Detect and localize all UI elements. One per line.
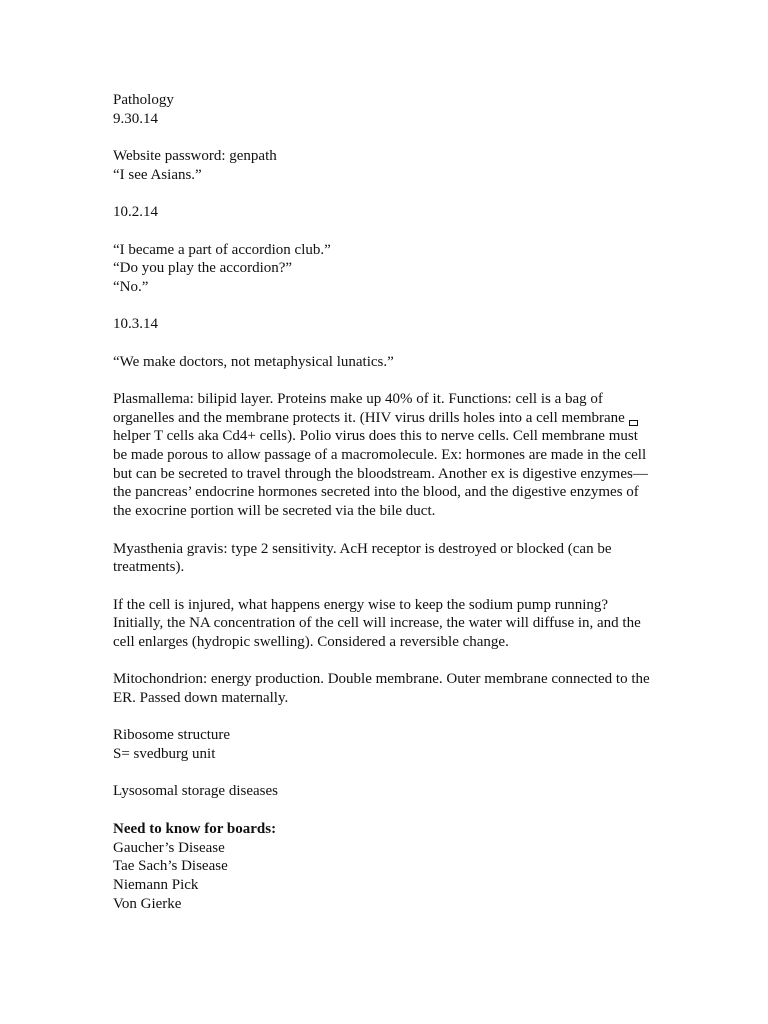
boards-item: Gaucher’s Disease: [113, 839, 225, 856]
password-line: Website password: genpath: [113, 148, 277, 165]
date-heading: 10.3.14: [113, 316, 158, 333]
paragraph-line: Mitochondrion: energy production. Double membrane. Outer membrane connected to the: [113, 671, 650, 688]
course-title: Pathology: [113, 92, 174, 108]
quote-line: “I see Asians.”: [113, 166, 202, 183]
myasthenia-paragraph: [113, 540, 658, 577]
document-page: [113, 91, 658, 913]
quote-line: “No.”: [113, 278, 149, 295]
paragraph-line: but can be secreted to travel through the bloodstream. Another ex is digestive enzymes—: [113, 465, 648, 482]
spacer: [113, 521, 658, 540]
spacer: [113, 801, 658, 820]
paragraph-line: ER. Passed down maternally.: [113, 690, 289, 706]
paragraph-line: the exocrine portion will be secreted via the bile duct.: [113, 503, 436, 520]
quote-line: “Do you play the accordion?”: [113, 260, 293, 277]
spacer: [113, 764, 658, 783]
spacer: [113, 128, 658, 147]
paragraph-line: the pancreas’ endocrine hormones secreted into the blood, and the digestive enzymes of: [113, 484, 639, 501]
ribosome-title: Ribosome structure: [113, 727, 231, 744]
paragraph-line: treatments).: [113, 559, 185, 576]
paragraph-line: helper T cells aka Cd4+ cells). Polio virus does this to nerve cells. Cell membrane must: [113, 428, 638, 445]
boards-heading: Need to know for boards:: [113, 820, 277, 837]
lysosomal-title: Lysosomal storage diseases: [113, 783, 278, 800]
quote-line: “I became a part of accordion club.”: [113, 241, 331, 258]
spacer: [113, 577, 658, 596]
spacer: [113, 708, 658, 727]
spacer: [113, 297, 658, 316]
paragraph-line: be made porous to allow passage of a macromolecule. Ex: hormones are made in the cell: [113, 447, 647, 464]
boards-item: Von Gierke: [113, 895, 182, 912]
date-heading: 9.30.14: [113, 110, 158, 127]
paragraph-line-text: organelles and the membrane protects it. (HIV virus drills holes into a cell membrane: [113, 409, 625, 426]
quote-line: “We make doctors, not metaphysical lunatics.”: [113, 353, 394, 370]
paragraph-line: [113, 409, 658, 428]
boards-item: Niemann Pick: [113, 876, 199, 893]
spacer: [113, 334, 658, 353]
boards-item: Tae Sach’s Disease: [113, 858, 228, 875]
plasmallema-paragraph: [113, 390, 658, 521]
ribosome-unit: S= svedburg unit: [113, 746, 216, 763]
paragraph-line: Myasthenia gravis: type 2 sensitivity. AcH receptor is destroyed or blocked (can be: [113, 540, 612, 557]
missing-glyph-icon: [629, 420, 638, 426]
cell-injury-paragraph: [113, 596, 658, 652]
paragraph-line: Initially, the NA concentration of the cell will increase, the water will diffuse in, and the: [113, 615, 641, 632]
date-heading: 10.2.14: [113, 204, 158, 221]
spacer: [113, 184, 658, 203]
spacer: [113, 371, 658, 390]
paragraph-line: If the cell is injured, what happens energy wise to keep the sodium pump running?: [113, 596, 609, 613]
paragraph-line: cell enlarges (hydropic swelling). Considered a reversible change.: [113, 633, 509, 650]
spacer: [113, 222, 658, 241]
paragraph-line: Plasmallema: bilipid layer. Proteins make up 40% of it. Functions: cell is a bag of: [113, 391, 603, 407]
spacer: [113, 652, 658, 671]
mitochondrion-paragraph: [113, 670, 658, 707]
